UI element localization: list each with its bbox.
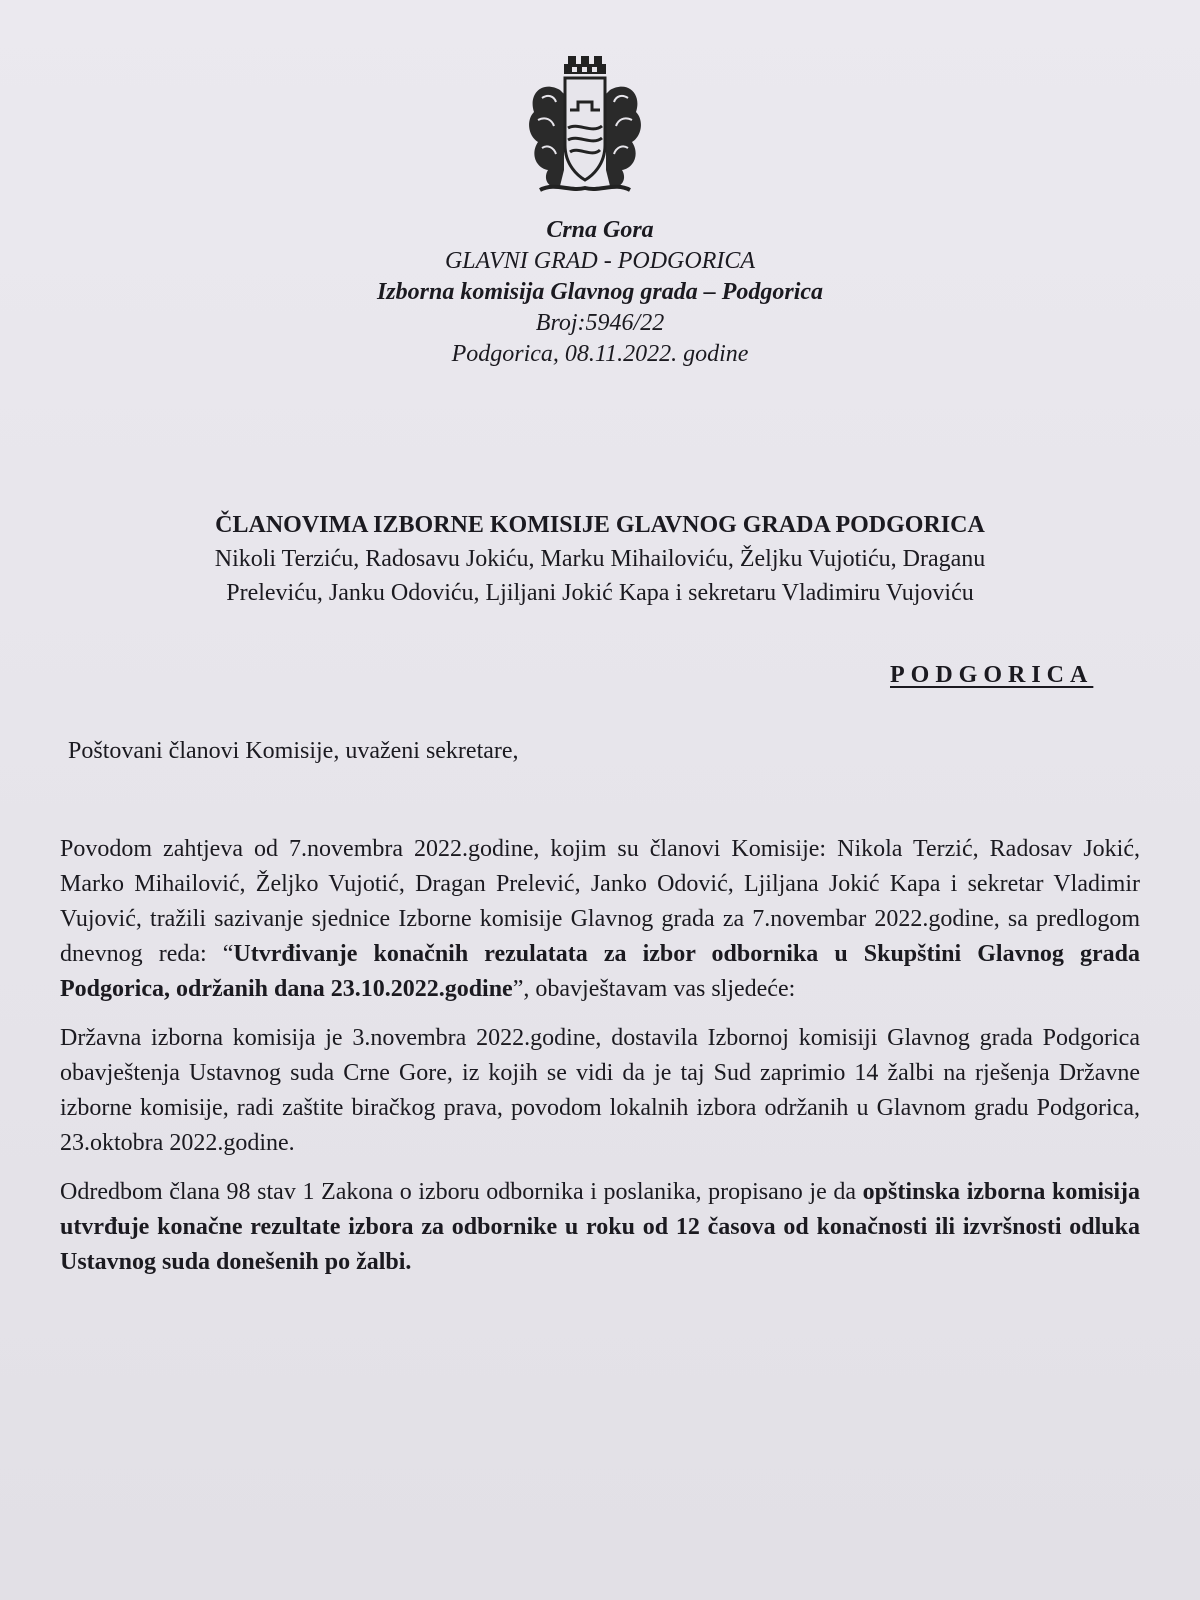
agenda-item: Utvrđivanje konačnih rezulatata za izbor odbornika u Skupštini Glavnog grada Podgorica, održanih dana 23.10.2022.godine [60, 941, 1140, 1002]
place-date: Podgorica, 08.11.2022. godine [451, 341, 749, 367]
paragraph-1 [60, 832, 1140, 1007]
recipient-city: PODGORICA [890, 662, 1094, 688]
country-name: Crna Gora [546, 217, 654, 243]
coat-of-arms-icon [520, 50, 650, 200]
letter-body [60, 832, 1140, 1294]
paragraph-1-text-a: Povodom zahtjeva od 7.novembra 2022.godine, kojim su članovi Komisije: Nikola Terzić, Radosav Jokić, Marko Mihailović, Željko Vujotić, Dragan Prelević, Janko Odović, Ljiljana Jokić Kapa i sekretar Vladimir Vujović, tražili sazivanje sjednice Izborne komisije Glavnog grada za 7.novembar 2022.godine, sa predlogom dnevnog reda: “ [60, 836, 1140, 967]
recipients-line-2: Preleviću, Janku Odoviću, Ljiljani Jokić Kapa i sekretaru Vladimiru Vujoviću [226, 580, 974, 606]
recipients-block [60, 508, 1140, 610]
commission-name: Izborna komisija Glavnog grada – Podgorica [376, 279, 824, 305]
legal-provision: opštinska izborna komisija utvrđuje konačne rezultate izbora za odbornike u roku od 12 časova od konačnosti ili izvršnosti odluka Ustavnog suda donešenih po žalbi. [60, 1179, 1140, 1275]
salutation: Poštovani članovi Komisije, uvaženi sekretare, [68, 738, 519, 764]
document-header [0, 215, 1200, 370]
city-line: GLAVNI GRAD - PODGORICA [444, 248, 756, 274]
paragraph-3-text-a: Odredbom člana 98 stav 1 Zakona o izboru odbornika i poslanika, propisano je da [60, 1179, 863, 1205]
recipients-title: ČLANOVIMA IZBORNE KOMISIJE GLAVNOG GRADA PODGORICA [215, 512, 985, 538]
document-number: Broj:5946/22 [535, 310, 665, 336]
recipients-line-1: Nikoli Terziću, Radosavu Jokiću, Marku Mihailoviću, Željku Vujotiću, Draganu [214, 546, 986, 572]
paragraph-3 [60, 1175, 1140, 1280]
paragraph-1-text-b: ”, obavještavam vas sljedeće: [512, 976, 796, 1002]
paragraph-2: Državna izborna komisija je 3.novembra 2022.godine, dostavila Izbornoj komisiji Glavnog grada Podgorica obavještenja Ustavnog suda Crne Gore, iz kojih se vidi da je taj Sud zaprimio 14 žalbi na rješenja Državne izborne komisije, radi zaštite biračkog prava, povodom lokalnih izbora održanih u Glavnom gradu Podgorica, 23.oktobra 2022.godine. [60, 1025, 1140, 1156]
